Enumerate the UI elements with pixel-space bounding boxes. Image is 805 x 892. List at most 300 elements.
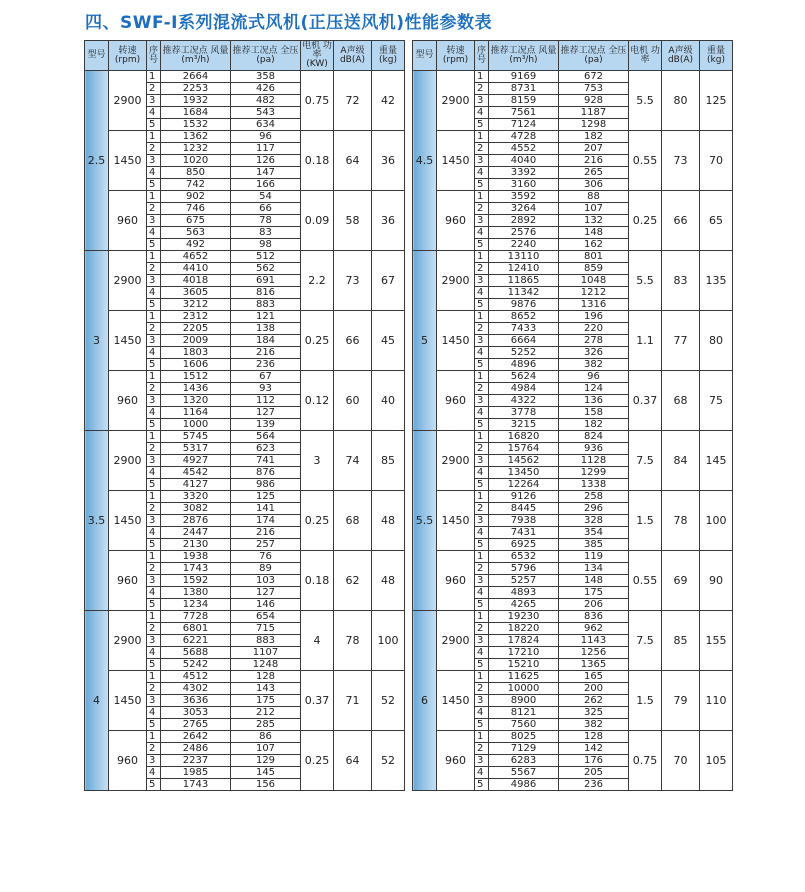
flow-cell: 6664 (489, 335, 559, 347)
flow-cell: 5257 (489, 575, 559, 587)
flow-cell: 4018 (161, 275, 231, 287)
pressure-cell: 1338 (559, 479, 629, 491)
pressure-cell: 103 (231, 575, 301, 587)
flow-cell: 8025 (489, 731, 559, 743)
header-pressure: 推荐工况点 全压(pa) (559, 41, 629, 71)
noise-cell: 70 (662, 731, 700, 791)
seq-cell: 5 (475, 419, 489, 431)
pressure-cell: 824 (559, 431, 629, 443)
weight-cell: 135 (700, 251, 733, 311)
pressure-cell: 1048 (559, 275, 629, 287)
noise-cell: 66 (334, 311, 372, 371)
table-row (85, 131, 405, 143)
pressure-cell: 136 (559, 395, 629, 407)
speed-cell: 2900 (437, 71, 475, 131)
pressure-cell: 426 (231, 83, 301, 95)
header-noise: A声级 dB(A) (662, 41, 700, 71)
seq-cell: 5 (147, 599, 161, 611)
flow-cell: 2576 (489, 227, 559, 239)
flow-cell: 8121 (489, 707, 559, 719)
table-row (413, 311, 733, 323)
power-cell: 0.37 (629, 371, 662, 431)
pressure-cell: 1107 (231, 647, 301, 659)
table-row (85, 311, 405, 323)
pressure-cell: 124 (559, 383, 629, 395)
pressure-cell: 715 (231, 623, 301, 635)
pressure-cell: 184 (231, 335, 301, 347)
pressure-cell: 132 (559, 215, 629, 227)
noise-cell: 68 (334, 491, 372, 551)
seq-cell: 4 (147, 167, 161, 179)
table-row (413, 131, 733, 143)
speed-cell: 960 (109, 551, 147, 611)
power-cell: 1.5 (629, 671, 662, 731)
seq-cell: 2 (475, 743, 489, 755)
seq-cell: 2 (147, 263, 161, 275)
speed-cell: 1450 (109, 671, 147, 731)
flow-cell: 2205 (161, 323, 231, 335)
table-row (413, 251, 733, 263)
flow-cell: 5317 (161, 443, 231, 455)
pressure-cell: 174 (231, 515, 301, 527)
pressure-cell: 1365 (559, 659, 629, 671)
weight-cell: 155 (700, 611, 733, 671)
speed-cell: 2900 (109, 71, 147, 131)
pressure-cell: 801 (559, 251, 629, 263)
seq-cell: 5 (147, 359, 161, 371)
pressure-cell: 127 (231, 587, 301, 599)
flow-cell: 8159 (489, 95, 559, 107)
seq-cell: 3 (147, 695, 161, 707)
seq-cell: 1 (147, 191, 161, 203)
seq-cell: 4 (475, 767, 489, 779)
pressure-cell: 1143 (559, 635, 629, 647)
speed-cell: 1450 (109, 131, 147, 191)
seq-cell: 1 (475, 671, 489, 683)
seq-cell: 1 (147, 551, 161, 563)
flow-cell: 1743 (161, 779, 231, 791)
seq-cell: 1 (475, 431, 489, 443)
weight-cell: 36 (372, 191, 405, 251)
pressure-cell: 883 (231, 635, 301, 647)
flow-cell: 1932 (161, 95, 231, 107)
table-row (85, 371, 405, 383)
flow-cell: 5796 (489, 563, 559, 575)
pressure-cell: 382 (559, 359, 629, 371)
seq-cell: 5 (475, 719, 489, 731)
seq-cell: 5 (475, 599, 489, 611)
flow-cell: 4265 (489, 599, 559, 611)
pressure-cell: 836 (559, 611, 629, 623)
weight-cell: 36 (372, 131, 405, 191)
flow-cell: 2240 (489, 239, 559, 251)
header-flow: 推荐工况点 风量(m³/h) (489, 41, 559, 71)
speed-cell: 1450 (437, 671, 475, 731)
flow-cell: 7728 (161, 611, 231, 623)
header-model: 型号 (413, 41, 437, 71)
flow-cell: 11865 (489, 275, 559, 287)
seq-cell: 5 (147, 659, 161, 671)
table-row (85, 551, 405, 563)
pressure-cell: 93 (231, 383, 301, 395)
pressure-cell: 142 (559, 743, 629, 755)
seq-cell: 4 (475, 467, 489, 479)
seq-cell: 2 (475, 683, 489, 695)
flow-cell: 6925 (489, 539, 559, 551)
header-power: 电机 功率 (629, 41, 662, 71)
pressure-cell: 147 (231, 167, 301, 179)
pressure-cell: 482 (231, 95, 301, 107)
weight-cell: 75 (700, 371, 733, 431)
power-cell: 0.75 (301, 71, 334, 131)
header-speed: 转速 (rpm) (109, 41, 147, 71)
pressure-cell: 119 (559, 551, 629, 563)
pressure-cell: 66 (231, 203, 301, 215)
weight-cell: 125 (700, 71, 733, 131)
power-cell: 3 (301, 431, 334, 491)
flow-cell: 2237 (161, 755, 231, 767)
page-title: 四、SWF-Ⅰ系列混流式风机(正压送风机)性能参数表 (85, 13, 493, 33)
pressure-cell: 107 (231, 743, 301, 755)
seq-cell: 3 (147, 575, 161, 587)
table-row (85, 191, 405, 203)
flow-cell: 7938 (489, 515, 559, 527)
parameter-table-right (412, 40, 733, 791)
model-cell: 3 (85, 251, 109, 431)
seq-cell: 2 (475, 383, 489, 395)
header-seq: 序号 (147, 41, 161, 71)
weight-cell: 90 (700, 551, 733, 611)
seq-cell: 4 (147, 647, 161, 659)
pressure-cell: 512 (231, 251, 301, 263)
flow-cell: 9876 (489, 299, 559, 311)
pressure-cell: 121 (231, 311, 301, 323)
flow-cell: 3215 (489, 419, 559, 431)
power-cell: 0.09 (301, 191, 334, 251)
seq-cell: 2 (147, 383, 161, 395)
weight-cell: 48 (372, 551, 405, 611)
table-row (413, 431, 733, 443)
flow-cell: 15764 (489, 443, 559, 455)
flow-cell: 4896 (489, 359, 559, 371)
pressure-cell: 200 (559, 683, 629, 695)
flow-cell: 2253 (161, 83, 231, 95)
pressure-cell: 216 (559, 155, 629, 167)
flow-cell: 3592 (489, 191, 559, 203)
table-row (413, 371, 733, 383)
seq-cell: 4 (147, 767, 161, 779)
pressure-cell: 67 (231, 371, 301, 383)
flow-cell: 8652 (489, 311, 559, 323)
seq-cell: 5 (147, 239, 161, 251)
seq-cell: 5 (475, 299, 489, 311)
flow-cell: 17824 (489, 635, 559, 647)
noise-cell: 80 (662, 71, 700, 131)
seq-cell: 5 (475, 539, 489, 551)
table-row (413, 71, 733, 83)
flow-cell: 4322 (489, 395, 559, 407)
flow-cell: 1362 (161, 131, 231, 143)
seq-cell: 1 (147, 371, 161, 383)
header-seq: 序号 (475, 41, 489, 71)
speed-cell: 2900 (109, 431, 147, 491)
flow-cell: 4893 (489, 587, 559, 599)
flow-cell: 6221 (161, 635, 231, 647)
flow-cell: 12264 (489, 479, 559, 491)
pressure-cell: 691 (231, 275, 301, 287)
flow-cell: 4127 (161, 479, 231, 491)
model-cell: 4 (85, 611, 109, 791)
pressure-cell: 139 (231, 419, 301, 431)
pressure-cell: 98 (231, 239, 301, 251)
flow-cell: 2009 (161, 335, 231, 347)
seq-cell: 5 (147, 179, 161, 191)
seq-cell: 3 (475, 155, 489, 167)
seq-cell: 3 (147, 155, 161, 167)
seq-cell: 5 (475, 659, 489, 671)
pressure-cell: 296 (559, 503, 629, 515)
table-row (413, 611, 733, 623)
seq-cell: 3 (475, 455, 489, 467)
flow-cell: 5567 (489, 767, 559, 779)
power-cell: 0.12 (301, 371, 334, 431)
seq-cell: 4 (147, 227, 161, 239)
noise-cell: 64 (334, 731, 372, 791)
table-row (85, 731, 405, 743)
model-cell: 5 (413, 251, 437, 431)
speed-cell: 2900 (437, 611, 475, 671)
seq-cell: 5 (475, 779, 489, 791)
seq-cell: 3 (475, 95, 489, 107)
seq-cell: 4 (147, 347, 161, 359)
speed-cell: 960 (437, 191, 475, 251)
seq-cell: 3 (147, 215, 161, 227)
pressure-cell: 125 (231, 491, 301, 503)
seq-cell: 1 (475, 551, 489, 563)
noise-cell: 58 (334, 191, 372, 251)
pressure-cell: 175 (559, 587, 629, 599)
pressure-cell: 166 (231, 179, 301, 191)
flow-cell: 746 (161, 203, 231, 215)
seq-cell: 1 (147, 311, 161, 323)
pressure-cell: 236 (231, 359, 301, 371)
header-model: 型号 (85, 41, 109, 71)
speed-cell: 1450 (109, 311, 147, 371)
flow-cell: 1532 (161, 119, 231, 131)
flow-cell: 742 (161, 179, 231, 191)
flow-cell: 1743 (161, 563, 231, 575)
noise-cell: 79 (662, 671, 700, 731)
pressure-cell: 1128 (559, 455, 629, 467)
table-body-left (85, 71, 405, 791)
pressure-cell: 127 (231, 407, 301, 419)
pressure-cell: 859 (559, 263, 629, 275)
noise-cell: 73 (334, 251, 372, 311)
flow-cell: 4552 (489, 143, 559, 155)
header-pressure: 推荐工况点 全压(pa) (231, 41, 301, 71)
pressure-cell: 385 (559, 539, 629, 551)
seq-cell: 3 (147, 455, 161, 467)
flow-cell: 7560 (489, 719, 559, 731)
flow-cell: 8445 (489, 503, 559, 515)
seq-cell: 1 (475, 311, 489, 323)
speed-cell: 1450 (437, 131, 475, 191)
seq-cell: 2 (147, 623, 161, 635)
power-cell: 1.1 (629, 311, 662, 371)
seq-cell: 1 (147, 731, 161, 743)
flow-cell: 3160 (489, 179, 559, 191)
pressure-cell: 54 (231, 191, 301, 203)
seq-cell: 4 (147, 407, 161, 419)
noise-cell: 78 (662, 491, 700, 551)
noise-cell: 60 (334, 371, 372, 431)
weight-cell: 42 (372, 71, 405, 131)
pressure-cell: 258 (559, 491, 629, 503)
seq-cell: 2 (475, 263, 489, 275)
seq-cell: 4 (147, 467, 161, 479)
flow-cell: 5252 (489, 347, 559, 359)
pressure-cell: 146 (231, 599, 301, 611)
pressure-cell: 148 (559, 227, 629, 239)
speed-cell: 960 (109, 371, 147, 431)
header-speed: 转速 (rpm) (437, 41, 475, 71)
seq-cell: 2 (147, 443, 161, 455)
flow-cell: 8731 (489, 83, 559, 95)
flow-cell: 3636 (161, 695, 231, 707)
header-power: 电机 功率 (KW) (302, 41, 332, 69)
flow-cell: 9126 (489, 491, 559, 503)
pressure-cell: 156 (231, 779, 301, 791)
flow-cell: 5242 (161, 659, 231, 671)
seq-cell: 5 (147, 119, 161, 131)
seq-cell: 2 (475, 623, 489, 635)
seq-cell: 1 (147, 491, 161, 503)
table-body-right (413, 71, 733, 791)
seq-cell: 4 (475, 527, 489, 539)
pressure-cell: 876 (231, 467, 301, 479)
flow-cell: 13450 (489, 467, 559, 479)
seq-cell: 3 (147, 95, 161, 107)
seq-cell: 3 (147, 635, 161, 647)
seq-cell: 2 (147, 563, 161, 575)
noise-cell: 71 (334, 671, 372, 731)
power-cell: 0.55 (629, 131, 662, 191)
seq-cell: 3 (475, 335, 489, 347)
pressure-cell: 220 (559, 323, 629, 335)
header-weight: 重量 (kg) (700, 41, 733, 71)
flow-cell: 4984 (489, 383, 559, 395)
pressure-cell: 265 (559, 167, 629, 179)
flow-cell: 7129 (489, 743, 559, 755)
flow-cell: 3082 (161, 503, 231, 515)
weight-cell: 67 (372, 251, 405, 311)
pressure-cell: 623 (231, 443, 301, 455)
power-cell: 7.5 (629, 431, 662, 491)
pressure-cell: 1187 (559, 107, 629, 119)
seq-cell: 5 (147, 479, 161, 491)
pressure-cell: 96 (231, 131, 301, 143)
pressure-cell: 76 (231, 551, 301, 563)
seq-cell: 3 (475, 275, 489, 287)
noise-cell: 83 (662, 251, 700, 311)
flow-cell: 5745 (161, 431, 231, 443)
seq-cell: 3 (475, 755, 489, 767)
noise-cell: 78 (334, 611, 372, 671)
pressure-cell: 285 (231, 719, 301, 731)
seq-cell: 4 (147, 107, 161, 119)
seq-cell: 2 (147, 203, 161, 215)
pressure-cell: 206 (559, 599, 629, 611)
pressure-cell: 134 (559, 563, 629, 575)
power-cell: 0.55 (629, 551, 662, 611)
seq-cell: 2 (475, 323, 489, 335)
seq-cell: 1 (147, 71, 161, 83)
pressure-cell: 883 (231, 299, 301, 311)
noise-cell: 69 (662, 551, 700, 611)
weight-cell: 52 (372, 671, 405, 731)
flow-cell: 1938 (161, 551, 231, 563)
seq-cell: 5 (475, 239, 489, 251)
seq-cell: 3 (475, 215, 489, 227)
weight-cell: 105 (700, 731, 733, 791)
pressure-cell: 86 (231, 731, 301, 743)
pressure-cell: 562 (231, 263, 301, 275)
flow-cell: 4040 (489, 155, 559, 167)
seq-cell: 1 (475, 251, 489, 263)
flow-cell: 1320 (161, 395, 231, 407)
header-noise: A声级 dB(A) (334, 41, 372, 71)
flow-cell: 2642 (161, 731, 231, 743)
header-row (85, 41, 405, 71)
flow-cell: 7433 (489, 323, 559, 335)
power-cell: 0.18 (301, 551, 334, 611)
flow-cell: 1512 (161, 371, 231, 383)
noise-cell: 84 (662, 431, 700, 491)
pressure-cell: 358 (231, 71, 301, 83)
pressure-cell: 936 (559, 443, 629, 455)
power-cell: 0.37 (301, 671, 334, 731)
parameter-table-left (84, 40, 405, 791)
flow-cell: 2664 (161, 71, 231, 83)
seq-cell: 5 (147, 299, 161, 311)
pressure-cell: 216 (231, 527, 301, 539)
speed-cell: 2900 (109, 251, 147, 311)
flow-cell: 563 (161, 227, 231, 239)
model-cell: 6 (413, 611, 437, 791)
flow-cell: 4986 (489, 779, 559, 791)
seq-cell: 3 (475, 635, 489, 647)
pressure-cell: 182 (559, 131, 629, 143)
pressure-cell: 129 (231, 755, 301, 767)
seq-cell: 5 (475, 359, 489, 371)
flow-cell: 7431 (489, 527, 559, 539)
flow-cell: 2892 (489, 215, 559, 227)
seq-cell: 4 (475, 107, 489, 119)
power-cell: 0.75 (629, 731, 662, 791)
weight-cell: 145 (700, 431, 733, 491)
pressure-cell: 928 (559, 95, 629, 107)
weight-cell: 48 (372, 491, 405, 551)
noise-cell: 74 (334, 431, 372, 491)
flow-cell: 1232 (161, 143, 231, 155)
flow-cell: 4410 (161, 263, 231, 275)
speed-cell: 2900 (109, 611, 147, 671)
power-cell: 7.5 (629, 611, 662, 671)
power-cell: 4 (301, 611, 334, 671)
flow-cell: 6801 (161, 623, 231, 635)
flow-cell: 2486 (161, 743, 231, 755)
power-cell: 0.25 (301, 311, 334, 371)
